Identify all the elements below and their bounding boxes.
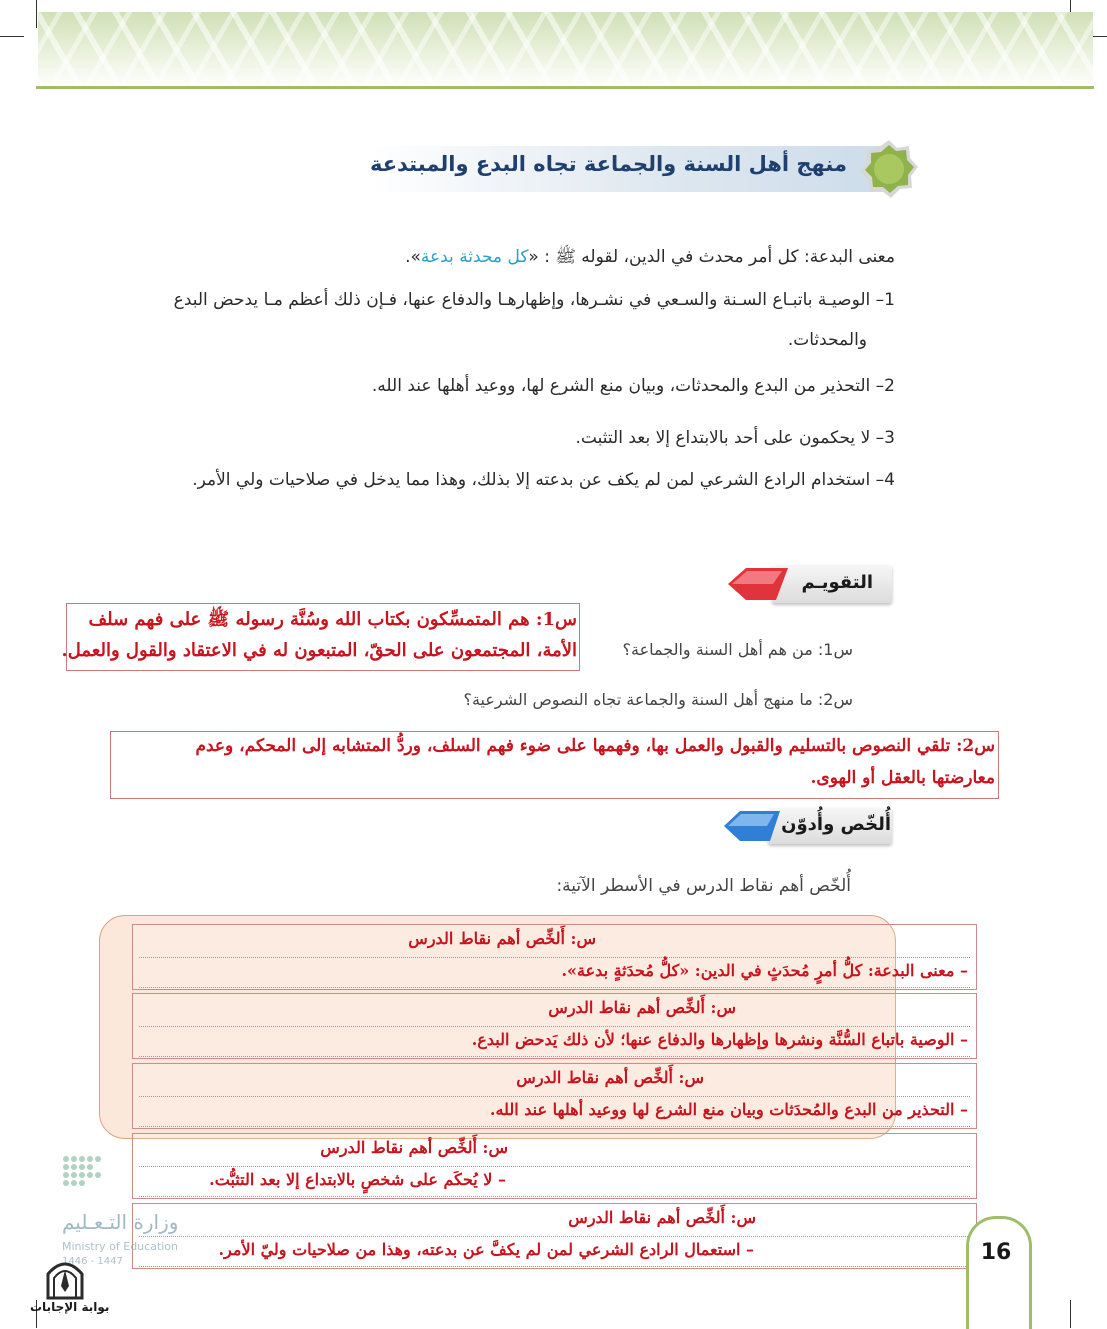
point-1-line-1: 1– الوصيـة باتبـاع السـنة والسـعي في نشـرها، وإظهارهـا والدفاع عنها، فـإن ذلك أعظم مـا يدحض البدع — [173, 290, 895, 310]
point-1-line-2: والمحدثات. — [787, 330, 867, 350]
red-arrow-icon — [728, 566, 788, 602]
answer-1-line-2: الأمة، المجتمعون على الحقّ، المتبعون له في الاعتقاد والقول والعمل. — [61, 640, 577, 661]
summary-row-answer: – الوصية باتباع السُّنَّة ونشرها وإظهارها والدفاع عنها؛ لأن ذلك يَدحض البدع. — [471, 1030, 968, 1049]
answer-2-line-2: معارضتها بالعقل أو الهوى. — [810, 768, 995, 788]
summary-instruction: أُلخّص أهم نقاط الدرس في الأسطر الآتية: — [556, 876, 851, 896]
answer-2-line-1: س2: تلقي النصوص بالتسليم والقبول والعمل بها، وفهمها على ضوء فهم السلف، وردُّ المتشابه إلى المحكم، وعدم — [195, 736, 995, 756]
header-rule — [36, 86, 1094, 89]
summary-row-question: س: أَلخِّص أهم نقاط الدرس — [568, 1208, 756, 1227]
dotted-line — [139, 1196, 970, 1197]
crop-mark — [36, 0, 37, 28]
portal-logo-icon — [42, 1256, 88, 1300]
dotted-line — [139, 1126, 970, 1127]
summary-row-answer: – معنى البدعة: كلُّ أمرٍ مُحدَثٍ في الدين: «كلُّ مُحدَثةٍ بدعة». — [561, 961, 968, 980]
dotted-line — [139, 1236, 970, 1237]
dotted-line — [139, 957, 970, 958]
summary-row — [132, 993, 977, 1059]
ministry-watermark-year: 1446 - 1447 — [62, 1256, 123, 1267]
summary-tab-label: أُلخّص وأُدوّن — [781, 814, 891, 835]
ministry-watermark-arabic: وزارة التـعـليم — [62, 1210, 179, 1234]
octagon-badge-icon — [858, 138, 920, 200]
crop-mark — [1070, 1300, 1071, 1328]
portal-label: بوابة الإجابات — [30, 1300, 110, 1314]
answer-1-line-1: س1: هم المتمسِّكون بكتاب الله وسُنَّة رسوله ﷺ على فهم سلف — [88, 609, 577, 630]
dotted-line — [139, 1266, 970, 1267]
intro-highlight: كل محدثة بدعة — [420, 247, 529, 267]
intro-tail: ». — [405, 247, 421, 267]
header-pattern-band — [38, 12, 1093, 88]
dotted-line — [139, 1096, 970, 1097]
question-2: س2: ما منهج أهل السنة والجماعة تجاه النصوص الشرعية؟ — [463, 690, 853, 709]
intro-lead: معنى البدعة: كل أمر محدث في الدين، لقوله ﷺ : « — [528, 247, 895, 267]
summary-row-answer: – استعمال الرادع الشرعي لمن لم يكفَّ عن بدعته، وهذا من صلاحيات وليّ الأمر. — [218, 1240, 754, 1259]
blue-arrow-icon — [724, 809, 780, 843]
dotted-line — [139, 1166, 970, 1167]
summary-row-answer: – التحذير من البدع والمُحدَثات وبيان منع الشرع لها ووعيد أهلها عند الله. — [489, 1100, 968, 1119]
intro-line — [405, 246, 895, 271]
summary-row — [132, 924, 977, 990]
evaluation-tab-label: التقويـم — [801, 572, 873, 593]
ministry-logo-dots-icon — [62, 1155, 132, 1195]
summary-row — [132, 1063, 977, 1129]
point-2: 2– التحذير من البدع والمحدثات، وبيان منع الشرع لها، ووعيد أهلها عند الله. — [371, 376, 895, 396]
summary-row-question: س: أَلخِّص أهم نقاط الدرس — [516, 1068, 704, 1087]
summary-row — [132, 1203, 977, 1269]
dotted-line — [139, 1056, 970, 1057]
summary-row-question: س: أَلخِّص أهم نقاط الدرس — [408, 929, 596, 948]
dotted-line — [139, 1026, 970, 1027]
question-1: س1: من هم أهل السنة والجماعة؟ — [622, 640, 853, 659]
point-3: 3– لا يحكمون على أحد بالابتداع إلا بعد التثبت. — [575, 428, 895, 448]
summary-row-question: س: أَلخِّص أهم نقاط الدرس — [320, 1138, 508, 1157]
summary-row-answer: – لا يُحكَم على شخصٍ بالابتداع إلا بعد التثبُّت. — [209, 1170, 506, 1189]
dotted-line — [139, 987, 970, 988]
section-title: منهج أهل السنة والجماعة تجاه البدع والمبتدعة — [369, 152, 847, 176]
crop-mark — [0, 36, 24, 37]
summary-row — [132, 1133, 977, 1199]
page-number: 16 — [980, 1240, 1012, 1265]
summary-row-question: س: أَلخِّص أهم نقاط الدرس — [548, 998, 736, 1017]
page-number-tab — [966, 1216, 1032, 1329]
ministry-watermark-english: Ministry of Education — [62, 1240, 179, 1253]
point-4: 4– استخدام الرادع الشرعي لمن لم يكف عن بدعته إلا بذلك، وهذا مما يدخل في صلاحيات ولي الأمر. — [192, 470, 895, 490]
